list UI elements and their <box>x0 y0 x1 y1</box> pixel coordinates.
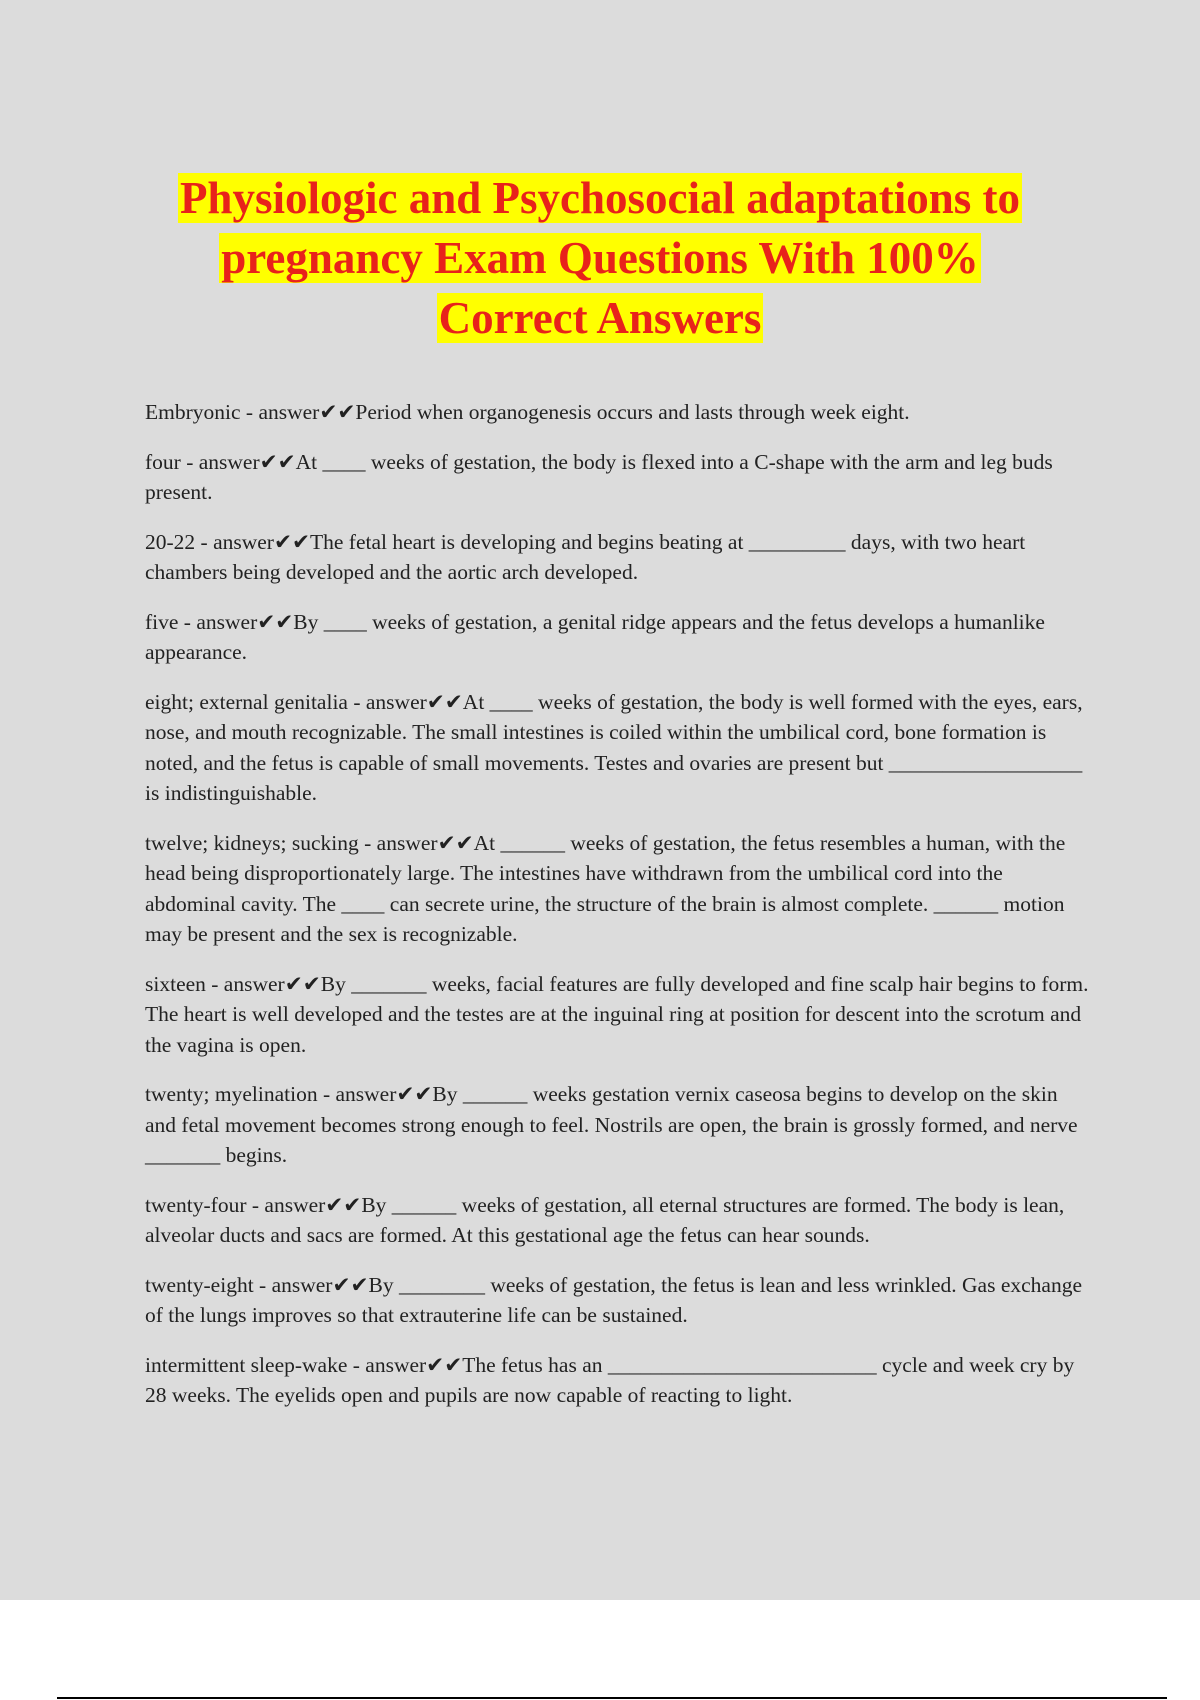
qa-item-twenty: twenty; myelination - answer✔✔By ______ weeks gestation vernix caseosa begins to develop on the skin and fetal movement becomes strong enough to feel. Nostrils are open, the brain is grossly formed, and nerve _______ begins. <box>145 1082 1078 1167</box>
qa-item-sixteen: sixteen - answer✔✔By _______ weeks, facial features are fully developed and fine scalp hair begins to form. The heart is well developed and the testes are at the inguinal ring at position for descent into the scrotum and the vagina is open. <box>145 971 1089 1057</box>
qa-item-twenty-eight: twenty-eight - answer✔✔By ________ weeks of gestation, the fetus is lean and less wrinkled. Gas exchange of the lungs improves so that extrauterine life can be sustained. <box>145 1272 1083 1327</box>
title-line-2: pregnancy Exam Questions With 100% <box>221 233 979 283</box>
qa-list <box>145 397 1090 1430</box>
qa-item-embryonic: Embryonic - answer✔✔Period when organogenesis occurs and lasts through week eight. <box>145 400 910 424</box>
qa-item-twelve: twelve; kidneys; sucking - answer✔✔At ______ weeks of gestation, the fetus resembles a human, with the head being disproportionately large. The intestines have withdrawn from the umbilical cord into the abdominal cavity. The ____ can secrete urine, the structure of the brain is almost complete. ______ motion may be present and the sex is recognizable. <box>145 830 1066 946</box>
qa-item-sleep-wake: intermittent sleep-wake - answer✔✔The fetus has an _________________________ cycle and week cry by 28 weeks. The eyelids open and pupils are now capable of reacting to light. <box>145 1352 1075 1407</box>
qa-item-twenty-four: twenty-four - answer✔✔By ______ weeks of gestation, all eternal structures are formed. The body is lean, alveolar ducts and sacs are formed. At this gestational age the fetus can hear sounds. <box>145 1192 1065 1247</box>
qa-item-20-22: 20-22 - answer✔✔The fetal heart is developing and begins beating at _________ days, with two heart chambers being developed and the aortic arch developed. <box>145 529 1026 584</box>
qa-item-eight: eight; external genitalia - answer✔✔At ____ weeks of gestation, the body is well formed with the eyes, ears, nose, and mouth recognizable. The small intestines is coiled within the umbilical cord, bone formation is noted, and the fetus is capable of small movements. Testes and ovaries are present but __________________ is indistinguishable. <box>145 689 1083 805</box>
qa-item-five: five - answer✔✔By ____ weeks of gestation, a genital ridge appears and the fetus develops a humanlike appearance. <box>145 609 1045 664</box>
title-line-3: Correct Answers <box>438 293 762 343</box>
page-divider <box>57 1697 1167 1699</box>
qa-item-four: four - answer✔✔At ____ weeks of gestation, the body is flexed into a C-shape with the arm and leg buds present. <box>145 449 1053 504</box>
document-title <box>100 168 1100 348</box>
title-line-1: Physiologic and Psychosocial adaptations to <box>179 173 1021 223</box>
